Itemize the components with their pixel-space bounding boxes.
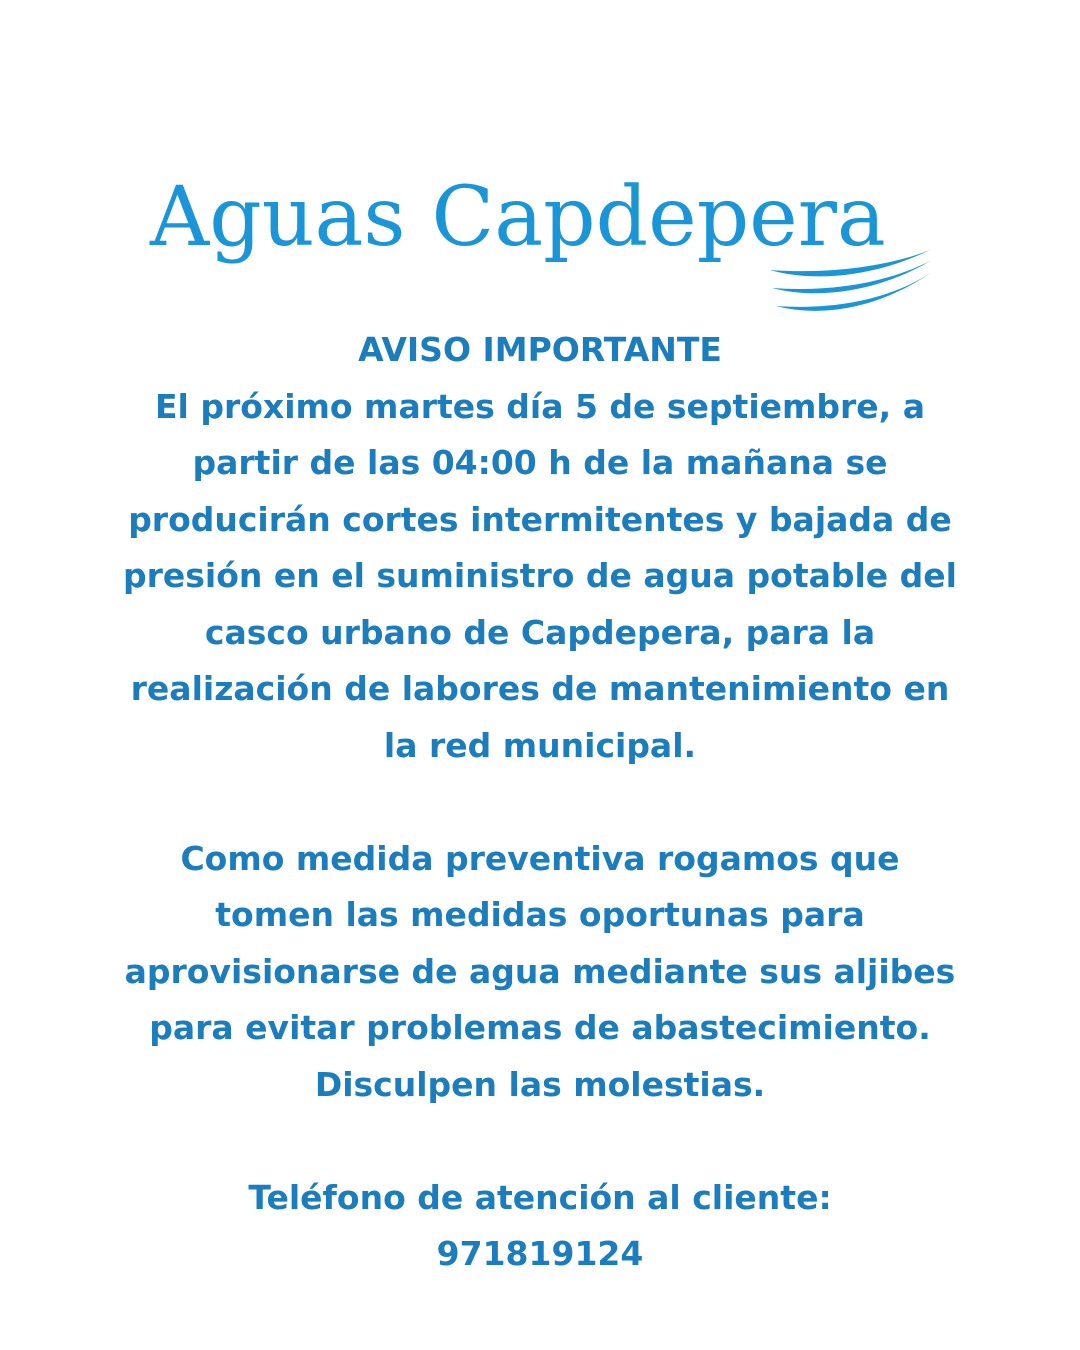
waves-icon <box>762 248 934 320</box>
notice-line: Como medida preventiva rogamos que <box>180 838 900 878</box>
paragraph-spacer <box>40 774 1040 831</box>
notice-line: producirán cortes intermitentes y bajada de <box>128 499 952 539</box>
notice-heading: AVISO IMPORTANTE <box>358 330 722 369</box>
paragraph-spacer <box>40 1113 1040 1170</box>
notice-line: para evitar problemas de abastecimiento. <box>149 1008 931 1047</box>
brand-logo <box>0 160 1080 330</box>
notice-line: partir de las 04:00 h de la mañana se <box>192 443 888 482</box>
notice-line: casco urbano de Capdepera, para la <box>204 612 876 652</box>
notice-line: Disculpen las molestias. <box>314 1064 766 1104</box>
notice-line: realización de labores de mantenimiento en <box>130 669 950 708</box>
notice-line: presión en el suministro de agua potable del <box>122 556 957 595</box>
notice-line: El próximo martes día 5 de septiembre, a <box>155 386 925 426</box>
notice-line: la red municipal. <box>383 725 697 765</box>
phone-number: 971819124 <box>436 1234 644 1273</box>
notice-line: tomen las medidas oportunas para <box>215 895 865 934</box>
brand-name: Aguas Capdepera <box>150 170 886 265</box>
phone-label: Teléfono de atención al cliente: <box>248 1177 832 1217</box>
notice <box>40 322 1040 1283</box>
notice-line: aprovisionarse de agua mediante sus aljibes <box>124 951 956 991</box>
